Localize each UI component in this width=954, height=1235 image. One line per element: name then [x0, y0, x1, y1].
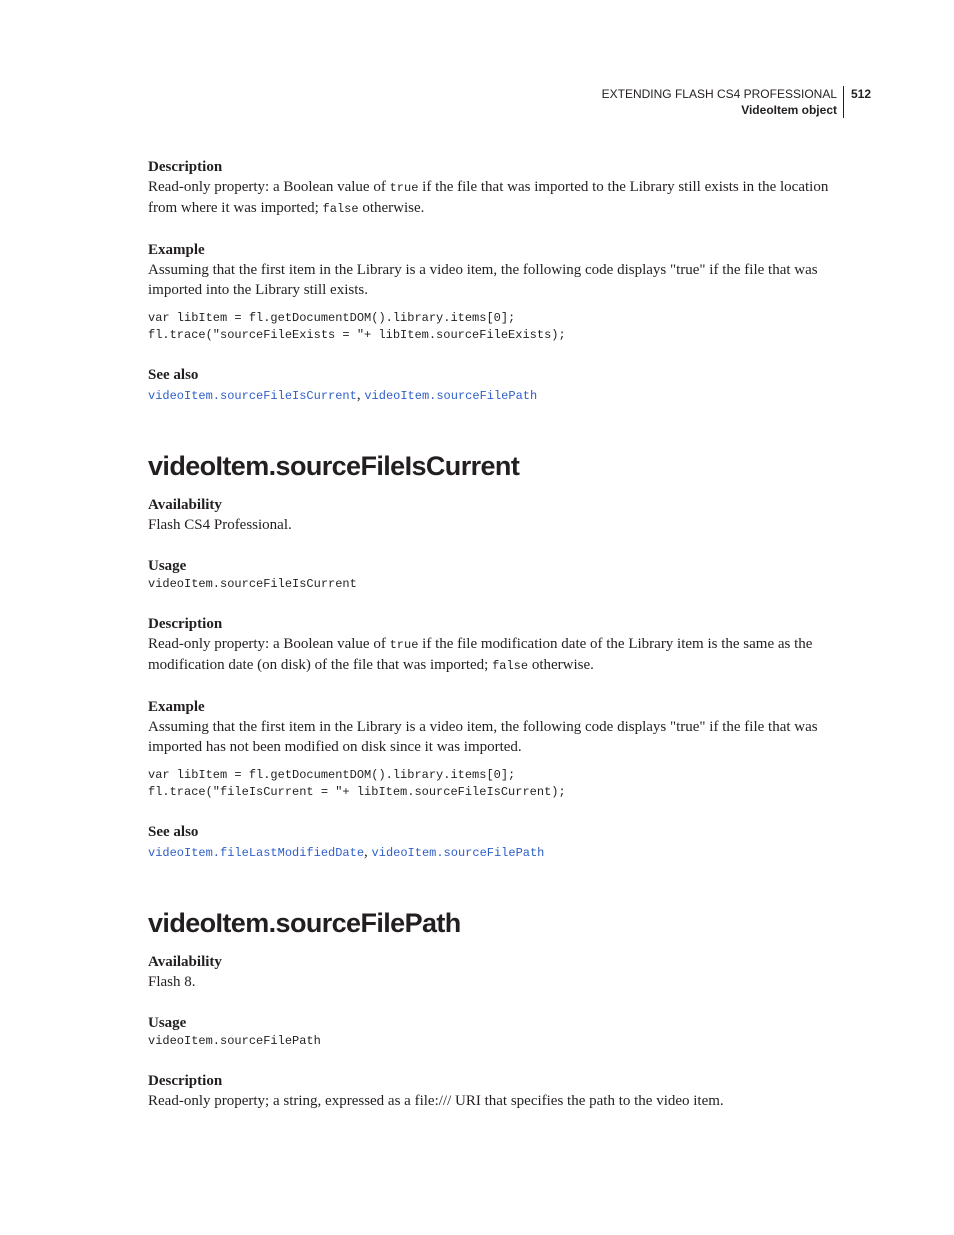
example-label: Example	[148, 242, 205, 258]
chapter-title: VideoItem object	[741, 103, 837, 117]
code-literal-false: false	[322, 202, 359, 216]
text-run: otherwise.	[528, 657, 594, 673]
description-text	[148, 634, 848, 676]
page-number: 512	[851, 87, 872, 101]
link-sourcefileiscurrent[interactable]: videoItem.sourceFileIsCurrent	[148, 389, 357, 403]
code-block	[148, 310, 848, 344]
example-text: Assuming that the first item in the Library is a video item, the following code displays "true" if the file that was imported into the Library still exists.	[148, 262, 818, 298]
usage-label: Usage	[148, 558, 187, 574]
code-line: fl.trace("sourceFileExists = "+ libItem.sourceFileExists);	[148, 328, 566, 342]
description-text: Read-only property; a string, expressed as a file:/// URI that specifies the path to the video item.	[148, 1093, 724, 1109]
code-block	[148, 767, 848, 801]
description-label: Description	[148, 1073, 223, 1089]
code-literal-false: false	[492, 659, 529, 673]
book-title: EXTENDING FLASH CS4 PROFESSIONAL	[601, 87, 837, 101]
see-also-links	[148, 385, 848, 406]
text-run: Read-only property: a Boolean value of	[148, 179, 390, 195]
section-heading-sourcefileiscurrent: videoItem.sourceFileIsCurrent	[148, 451, 520, 481]
code-literal-true: true	[389, 638, 419, 652]
text-run: otherwise.	[358, 200, 425, 216]
example-label: Example	[148, 699, 205, 715]
availability-text: Flash 8.	[148, 974, 196, 990]
section-heading-sourcefilepath: videoItem.sourceFilePath	[148, 908, 461, 938]
availability-label: Availability	[148, 497, 222, 513]
code-line: var libItem = fl.getDocumentDOM().library.items[0];	[148, 311, 516, 325]
link-separator: ,	[356, 387, 365, 403]
availability-text: Flash CS4 Professional.	[148, 517, 292, 533]
availability-label: Availability	[148, 954, 222, 970]
description-text	[148, 177, 848, 219]
link-sourcefilepath[interactable]: videoItem.sourceFilePath	[371, 846, 545, 860]
description-label: Description	[148, 616, 223, 632]
usage-code: videoItem.sourceFilePath	[148, 1034, 321, 1048]
text-run: if the file modification date of the Library item is the same as the modification date (on disk) of the file that was imported;	[148, 636, 813, 673]
code-line: var libItem = fl.getDocumentDOM().library.items[0];	[148, 768, 516, 782]
usage-label: Usage	[148, 1015, 187, 1031]
text-run: if the file that was imported to the Library still exists in the location from where it was imported;	[148, 179, 829, 216]
usage-code: videoItem.sourceFileIsCurrent	[148, 577, 357, 591]
example-text: Assuming that the first item in the Library is a video item, the following code displays "true" if the file that was imported has not been modified on disk since it was imported.	[148, 719, 818, 755]
link-sourcefilepath[interactable]: videoItem.sourceFilePath	[364, 389, 538, 403]
see-also-label: See also	[148, 367, 199, 383]
link-separator: ,	[364, 844, 372, 860]
description-label: Description	[148, 159, 223, 175]
see-also-links	[148, 842, 848, 863]
main-content	[148, 157, 848, 1111]
code-literal-true: true	[389, 181, 419, 195]
code-line: fl.trace("fileIsCurrent = "+ libItem.sourceFileIsCurrent);	[148, 785, 566, 799]
see-also-label: See also	[148, 824, 199, 840]
text-run: Read-only property: a Boolean value of	[148, 636, 390, 652]
link-filelastmodifieddate[interactable]: videoItem.fileLastModifiedDate	[148, 846, 365, 860]
running-header	[602, 86, 844, 118]
